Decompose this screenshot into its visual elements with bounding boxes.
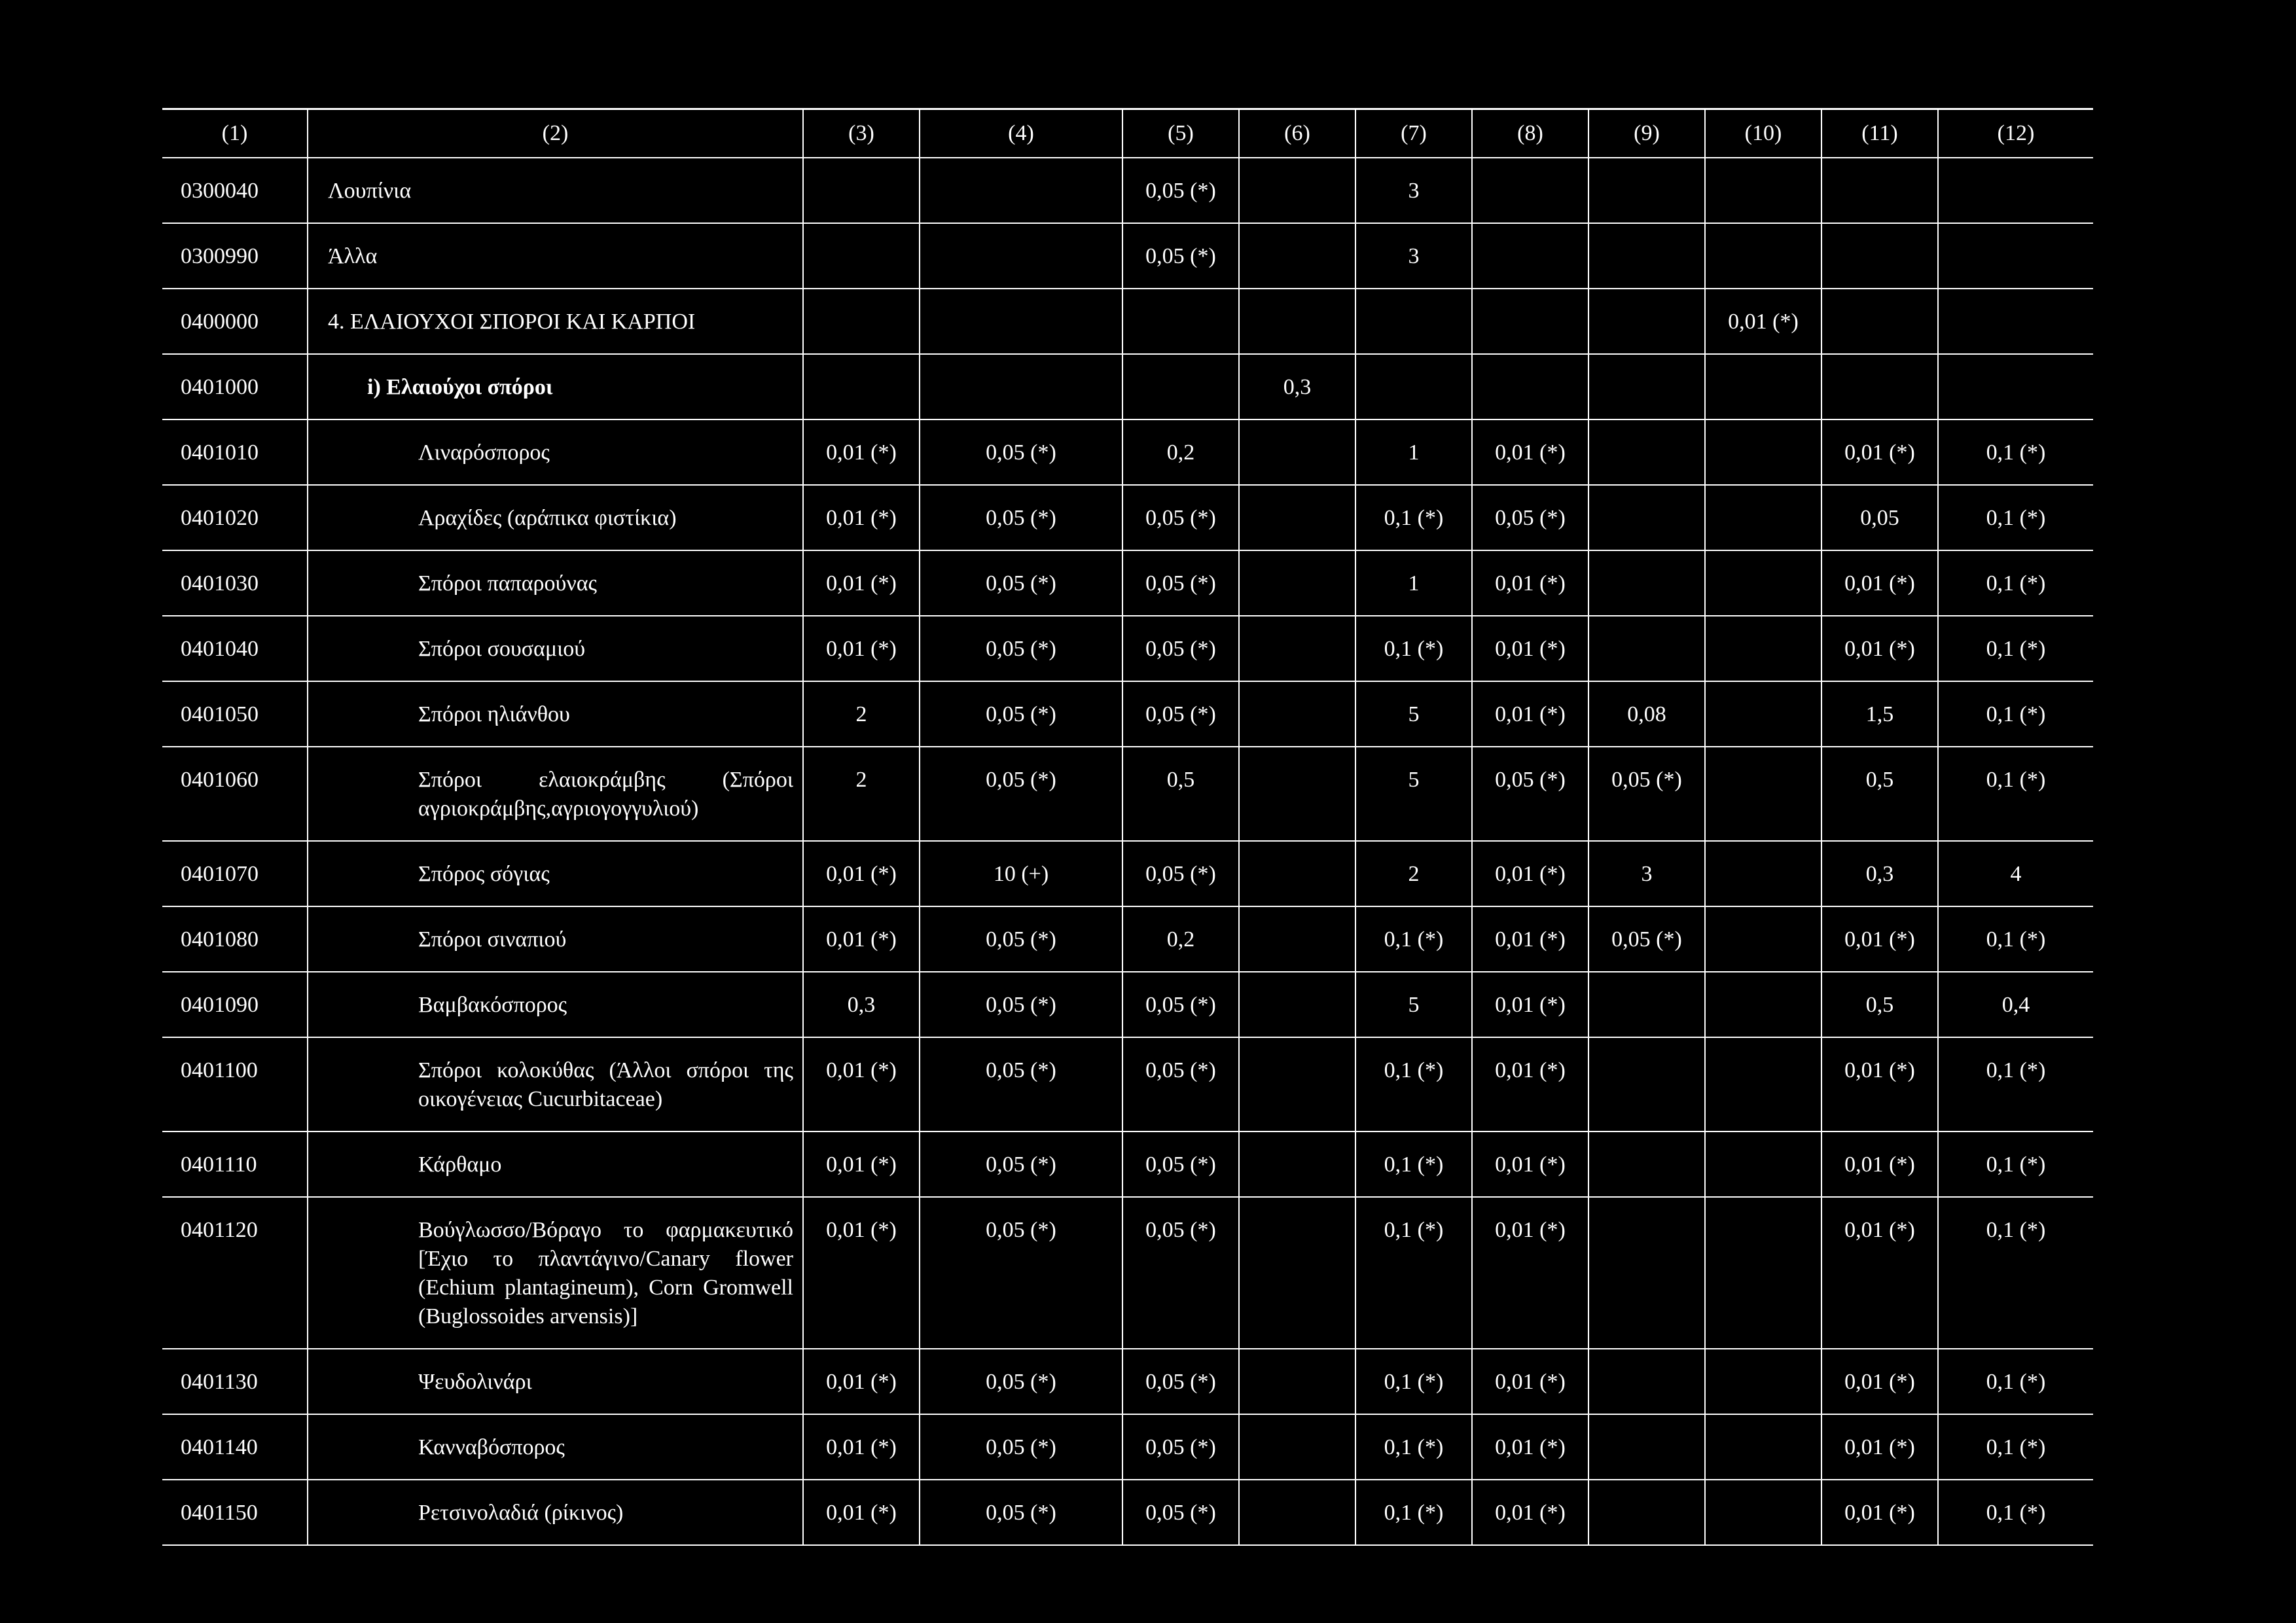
mrl-value-cell [1122,289,1239,354]
product-name: Βαμβακόσπορος [418,993,567,1017]
mrl-value-cell: 0,01 (*) [1472,1132,1588,1197]
mrl-value-cell: 0,01 (*) [803,550,920,616]
mrl-value-cell [1472,354,1588,419]
product-code-cell: 0401090 [162,972,308,1037]
mrl-value-cell: 0,05 [1821,485,1938,550]
mrl-value-cell: 0,1 (*) [1355,1197,1472,1349]
table-row [162,1414,2093,1480]
mrl-value-cell: 0,5 [1821,972,1938,1037]
column-header: (9) [1588,109,1705,158]
mrl-value-cell: 0,1 (*) [1938,1037,2093,1132]
mrl-value-cell: 0,01 (*) [803,1414,920,1480]
mrl-value-cell: 0,05 (*) [920,1037,1122,1132]
mrl-value-cell [1705,1132,1821,1197]
mrl-value-cell: 0,1 (*) [1938,419,2093,485]
table-row [162,223,2093,289]
mrl-value-cell: 0,1 (*) [1938,681,2093,747]
mrl-value-cell: 0,01 (*) [803,419,920,485]
mrl-value-cell: 5 [1355,681,1472,747]
mrl-value-cell [1472,289,1588,354]
product-name: Σπόροι παπαρούνας [418,571,597,596]
mrl-value-cell: 0,01 (*) [1821,1349,1938,1414]
mrl-value-cell: 0,1 (*) [1938,1414,2093,1480]
column-header: (5) [1122,109,1239,158]
mrl-value-cell: 10 (+) [920,841,1122,906]
mrl-value-cell [920,223,1122,289]
table-row [162,616,2093,681]
product-name-cell [308,1132,803,1197]
mrl-value-cell [1705,747,1821,841]
column-header: (11) [1821,109,1938,158]
mrl-value-cell [1705,158,1821,223]
mrl-value-cell: 0,01 (*) [803,906,920,972]
mrl-value-cell: 0,4 [1938,972,2093,1037]
mrl-value-cell [1239,158,1355,223]
table-row [162,1132,2093,1197]
mrl-value-cell: 0,01 (*) [1821,1197,1938,1349]
mrl-value-cell: 0,01 (*) [1821,550,1938,616]
mrl-value-cell: 0,1 (*) [1938,1197,2093,1349]
mrl-value-cell: 0,1 (*) [1938,1480,2093,1545]
mrl-value-cell [1705,223,1821,289]
mrl-value-cell [1588,158,1705,223]
mrl-value-cell: 0,01 (*) [803,1037,920,1132]
product-name-cell [308,841,803,906]
mrl-value-cell: 0,01 (*) [803,1349,920,1414]
mrl-value-cell [1705,419,1821,485]
mrl-value-cell: 0,05 (*) [1472,485,1588,550]
mrl-value-cell [1239,1197,1355,1349]
mrl-value-cell [1821,289,1938,354]
mrl-value-cell: 0,01 (*) [1472,550,1588,616]
mrl-value-cell [1239,972,1355,1037]
mrl-value-cell [1705,354,1821,419]
mrl-value-cell [1239,1414,1355,1480]
mrl-value-cell: 0,05 (*) [920,1414,1122,1480]
mrl-value-cell [1705,1480,1821,1545]
mrl-value-cell [1239,485,1355,550]
product-name: Κανναβόσπορος [418,1435,565,1459]
residue-limits-table [162,108,2093,1546]
mrl-value-cell [1239,1037,1355,1132]
product-code-cell: 0401070 [162,841,308,906]
mrl-value-cell [1588,972,1705,1037]
table-row [162,841,2093,906]
product-code-cell: 0300040 [162,158,308,223]
product-code-cell: 0300990 [162,223,308,289]
product-name: Σπόροι σιναπιού [418,927,567,952]
mrl-value-cell [1588,289,1705,354]
mrl-value-cell: 0,05 (*) [1122,616,1239,681]
product-name: Ψευδολινάρι [418,1370,532,1394]
product-code-cell: 0401110 [162,1132,308,1197]
mrl-value-cell: 0,05 (*) [1122,485,1239,550]
mrl-value-cell: 0,3 [803,972,920,1037]
mrl-value-cell: 0,05 (*) [1122,972,1239,1037]
mrl-value-cell [1472,223,1588,289]
mrl-value-cell: 0,01 (*) [803,841,920,906]
column-header: (3) [803,109,920,158]
table-row [162,289,2093,354]
mrl-value-cell [1239,419,1355,485]
mrl-value-cell: 0,05 (*) [920,972,1122,1037]
mrl-value-cell: 0,01 (*) [1472,972,1588,1037]
product-name: i) Ελαιούχοι σπόροι [367,375,553,399]
mrl-value-cell [1239,223,1355,289]
mrl-value-cell [1705,681,1821,747]
mrl-value-cell [1705,616,1821,681]
product-code-cell: 0401030 [162,550,308,616]
mrl-value-cell: 0,05 (*) [1122,1037,1239,1132]
product-name-cell [308,906,803,972]
mrl-value-cell [1588,1197,1705,1349]
mrl-value-cell: 0,01 (*) [1472,1349,1588,1414]
mrl-value-cell: 3 [1588,841,1705,906]
mrl-value-cell: 0,05 (*) [920,1197,1122,1349]
mrl-value-cell: 0,1 (*) [1355,1132,1472,1197]
mrl-value-cell [920,354,1122,419]
mrl-value-cell [1705,972,1821,1037]
table-row [162,1480,2093,1545]
mrl-value-cell [1938,289,2093,354]
mrl-value-cell [1239,1349,1355,1414]
mrl-value-cell: 0,01 (*) [1472,1197,1588,1349]
mrl-value-cell: 0,05 (*) [1122,681,1239,747]
mrl-value-cell [1938,158,2093,223]
mrl-value-cell: 0,1 (*) [1938,485,2093,550]
mrl-value-cell: 0,08 [1588,681,1705,747]
product-name: 4. ΕΛΑΙΟΥΧΟΙ ΣΠΟΡΟΙ ΚΑΙ ΚΑΡΠΟΙ [328,310,696,334]
mrl-value-cell: 2 [1355,841,1472,906]
mrl-value-cell [1122,354,1239,419]
product-name-cell [308,1037,803,1132]
mrl-value-cell [803,354,920,419]
product-name: Αραχίδες (αράπικα φιστίκια) [418,506,677,530]
mrl-value-cell: 0,01 (*) [803,616,920,681]
mrl-value-cell: 0,05 (*) [1122,223,1239,289]
mrl-value-cell: 0,01 (*) [803,485,920,550]
mrl-value-cell: 0,05 (*) [920,1349,1122,1414]
mrl-value-cell: 0,01 (*) [1821,1132,1938,1197]
mrl-value-cell [1239,289,1355,354]
mrl-value-cell: 1 [1355,550,1472,616]
mrl-value-cell: 0,05 (*) [920,550,1122,616]
mrl-value-cell [1588,1480,1705,1545]
mrl-value-cell [1239,1480,1355,1545]
mrl-value-cell [1472,158,1588,223]
product-code-cell: 0401150 [162,1480,308,1545]
mrl-value-cell [1821,354,1938,419]
header-row [162,109,2093,158]
mrl-value-cell: 2 [803,747,920,841]
product-code-cell: 0401000 [162,354,308,419]
mrl-value-cell: 0,05 (*) [1588,906,1705,972]
mrl-value-cell: 0,01 (*) [1472,841,1588,906]
mrl-value-cell [1239,550,1355,616]
mrl-value-cell: 0,1 (*) [1938,550,2093,616]
mrl-value-cell [1588,1132,1705,1197]
mrl-value-cell: 0,01 (*) [1821,1037,1938,1132]
product-name: Σπόροι σουσαμιού [418,637,586,661]
mrl-value-cell: 0,1 (*) [1938,616,2093,681]
mrl-value-cell: 0,05 (*) [920,906,1122,972]
mrl-value-cell: 0,05 (*) [1122,1197,1239,1349]
product-code-cell: 0401140 [162,1414,308,1480]
mrl-value-cell: 0,05 (*) [920,616,1122,681]
mrl-value-cell [1705,485,1821,550]
table-row [162,972,2093,1037]
mrl-value-cell [1355,289,1472,354]
mrl-value-cell [1239,1132,1355,1197]
mrl-value-cell: 0,05 (*) [920,419,1122,485]
mrl-value-cell: 0,01 (*) [1821,1414,1938,1480]
mrl-value-cell: 0,01 (*) [1472,1037,1588,1132]
mrl-value-cell [1588,223,1705,289]
mrl-value-cell: 0,05 (*) [1122,841,1239,906]
product-code-cell: 0401130 [162,1349,308,1414]
product-code-cell: 0401120 [162,1197,308,1349]
mrl-value-cell: 0,01 (*) [1705,289,1821,354]
mrl-value-cell [920,289,1122,354]
mrl-value-cell [1239,616,1355,681]
product-name-cell [308,550,803,616]
mrl-value-cell [1938,223,2093,289]
column-header: (4) [920,109,1122,158]
mrl-value-cell [1588,1349,1705,1414]
column-header: (12) [1938,109,2093,158]
mrl-value-cell: 0,01 (*) [1472,681,1588,747]
mrl-value-cell [1705,1349,1821,1414]
table-row [162,906,2093,972]
mrl-value-cell [1588,1414,1705,1480]
product-name: Άλλα [328,244,378,268]
product-code-cell: 0401050 [162,681,308,747]
product-code-cell: 0401010 [162,419,308,485]
mrl-value-cell: 0,1 (*) [1355,1480,1472,1545]
table-row [162,550,2093,616]
mrl-value-cell [1705,1414,1821,1480]
mrl-value-cell: 0,1 (*) [1355,485,1472,550]
mrl-value-cell: 3 [1355,223,1472,289]
mrl-value-cell [1705,1197,1821,1349]
mrl-value-cell: 0,05 (*) [1122,1414,1239,1480]
mrl-value-cell [1705,550,1821,616]
column-header: (2) [308,109,803,158]
product-name: Σπόροι ελαιοκράμβης (Σπόροι αγριοκράμβης,αγριογογγυλιού) [418,768,793,821]
table-row [162,485,2093,550]
mrl-value-cell: 1,5 [1821,681,1938,747]
product-name-cell [308,1197,803,1349]
mrl-value-cell: 0,05 (*) [920,1480,1122,1545]
mrl-value-cell: 0,01 (*) [1821,616,1938,681]
mrl-value-cell [1239,906,1355,972]
mrl-value-cell: 0,05 (*) [920,681,1122,747]
product-name-cell [308,972,803,1037]
product-name-cell [308,289,803,354]
product-name-cell [308,1480,803,1545]
product-name-cell [308,1414,803,1480]
table-body [162,158,2093,1545]
mrl-value-cell: 0,01 (*) [1472,906,1588,972]
mrl-value-cell [1588,419,1705,485]
mrl-value-cell: 0,05 (*) [1472,747,1588,841]
mrl-value-cell [1705,841,1821,906]
mrl-value-cell: 0,05 (*) [920,485,1122,550]
table-row [162,354,2093,419]
product-code-cell: 0401020 [162,485,308,550]
mrl-value-cell [1821,223,1938,289]
product-name: Κάρθαμο [418,1152,502,1177]
product-name-cell [308,681,803,747]
mrl-value-cell: 0,01 (*) [803,1132,920,1197]
mrl-value-cell [1239,841,1355,906]
product-name: Λουπίνια [328,179,412,203]
mrl-value-cell [1938,354,2093,419]
column-header: (10) [1705,109,1821,158]
mrl-value-cell: 5 [1355,972,1472,1037]
product-code-cell: 0401060 [162,747,308,841]
mrl-value-cell: 5 [1355,747,1472,841]
mrl-value-cell [803,289,920,354]
mrl-value-cell: 0,01 (*) [1821,1480,1938,1545]
product-name: Σπόρος σόγιας [418,862,550,886]
product-name-cell [308,1349,803,1414]
mrl-value-cell: 0,05 (*) [1122,158,1239,223]
product-name: Σπόροι κολοκύθας (Άλλοι σπόροι της οικογένειας Cucurbitaceae) [418,1058,793,1111]
mrl-value-cell: 0,05 (*) [1122,1349,1239,1414]
mrl-value-cell: 0,01 (*) [1821,906,1938,972]
mrl-value-cell: 0,2 [1122,906,1239,972]
product-name: Βούγλωσσο/Βόραγο το φαρμακευτικό [Έχιο το πλαντάγινο/Canary flower (Echium plantagineum), Corn Gromwell (Buglossoides arvensis)] [418,1218,793,1329]
mrl-value-cell: 0,1 (*) [1938,1132,2093,1197]
product-name-cell [308,419,803,485]
mrl-value-cell: 0,1 (*) [1355,906,1472,972]
mrl-value-cell: 0,1 (*) [1938,747,2093,841]
mrl-value-cell: 0,05 (*) [1588,747,1705,841]
column-header: (6) [1239,109,1355,158]
table-row [162,747,2093,841]
mrl-value-cell: 0,05 (*) [1122,1480,1239,1545]
mrl-value-cell: 0,3 [1239,354,1355,419]
product-code-cell: 0401040 [162,616,308,681]
product-code-cell: 0401080 [162,906,308,972]
mrl-value-cell [1588,616,1705,681]
mrl-value-cell: 0,1 (*) [1938,906,2093,972]
mrl-value-cell: 4 [1938,841,2093,906]
mrl-value-cell [1588,1037,1705,1132]
mrl-value-cell [1705,1037,1821,1132]
mrl-value-cell [1821,158,1938,223]
table-row [162,681,2093,747]
mrl-value-cell [1588,354,1705,419]
product-code-cell: 0401100 [162,1037,308,1132]
product-name: Ρετσινολαδιά (ρίκινος) [418,1501,624,1525]
table-row [162,1349,2093,1414]
product-name-cell [308,616,803,681]
mrl-value-cell: 2 [803,681,920,747]
mrl-value-cell: 0,1 (*) [1355,616,1472,681]
mrl-value-cell: 0,05 (*) [1122,550,1239,616]
mrl-value-cell [1705,906,1821,972]
product-name-cell [308,223,803,289]
mrl-value-cell: 0,01 (*) [1472,419,1588,485]
mrl-value-cell [803,158,920,223]
product-name: Λιναρόσπορος [418,440,550,465]
mrl-value-cell: 0,1 (*) [1355,1349,1472,1414]
product-name: Σπόροι ηλιάνθου [418,702,570,726]
mrl-value-cell: 0,1 (*) [1355,1414,1472,1480]
mrl-value-cell: 0,01 (*) [803,1197,920,1349]
mrl-value-cell: 0,05 (*) [920,747,1122,841]
mrl-value-cell [803,223,920,289]
product-code-cell: 0400000 [162,289,308,354]
product-name-cell [308,158,803,223]
column-header: (8) [1472,109,1588,158]
mrl-value-cell: 0,05 (*) [920,1132,1122,1197]
column-header: (7) [1355,109,1472,158]
mrl-value-cell [1239,747,1355,841]
table-row [162,419,2093,485]
mrl-value-cell [920,158,1122,223]
mrl-value-cell: 0,5 [1821,747,1938,841]
table-row [162,1037,2093,1132]
product-name-cell [308,485,803,550]
product-name-cell [308,747,803,841]
mrl-value-cell [1588,485,1705,550]
mrl-value-cell [1239,681,1355,747]
mrl-value-cell: 0,05 (*) [1122,1132,1239,1197]
mrl-value-cell: 0,1 (*) [1938,1349,2093,1414]
mrl-value-cell: 0,01 (*) [803,1480,920,1545]
mrl-value-cell: 0,5 [1122,747,1239,841]
mrl-value-cell: 0,01 (*) [1821,419,1938,485]
mrl-value-cell: 0,3 [1821,841,1938,906]
product-name-cell [308,354,803,419]
table-row [162,158,2093,223]
mrl-value-cell [1355,354,1472,419]
mrl-value-cell: 1 [1355,419,1472,485]
mrl-value-cell: 0,01 (*) [1472,1414,1588,1480]
mrl-value-cell: 0,01 (*) [1472,1480,1588,1545]
mrl-value-cell [1588,550,1705,616]
column-header: (1) [162,109,308,158]
mrl-value-cell: 0,1 (*) [1355,1037,1472,1132]
mrl-value-cell: 3 [1355,158,1472,223]
mrl-value-cell: 0,01 (*) [1472,616,1588,681]
mrl-value-cell: 0,2 [1122,419,1239,485]
table-row [162,1197,2093,1349]
